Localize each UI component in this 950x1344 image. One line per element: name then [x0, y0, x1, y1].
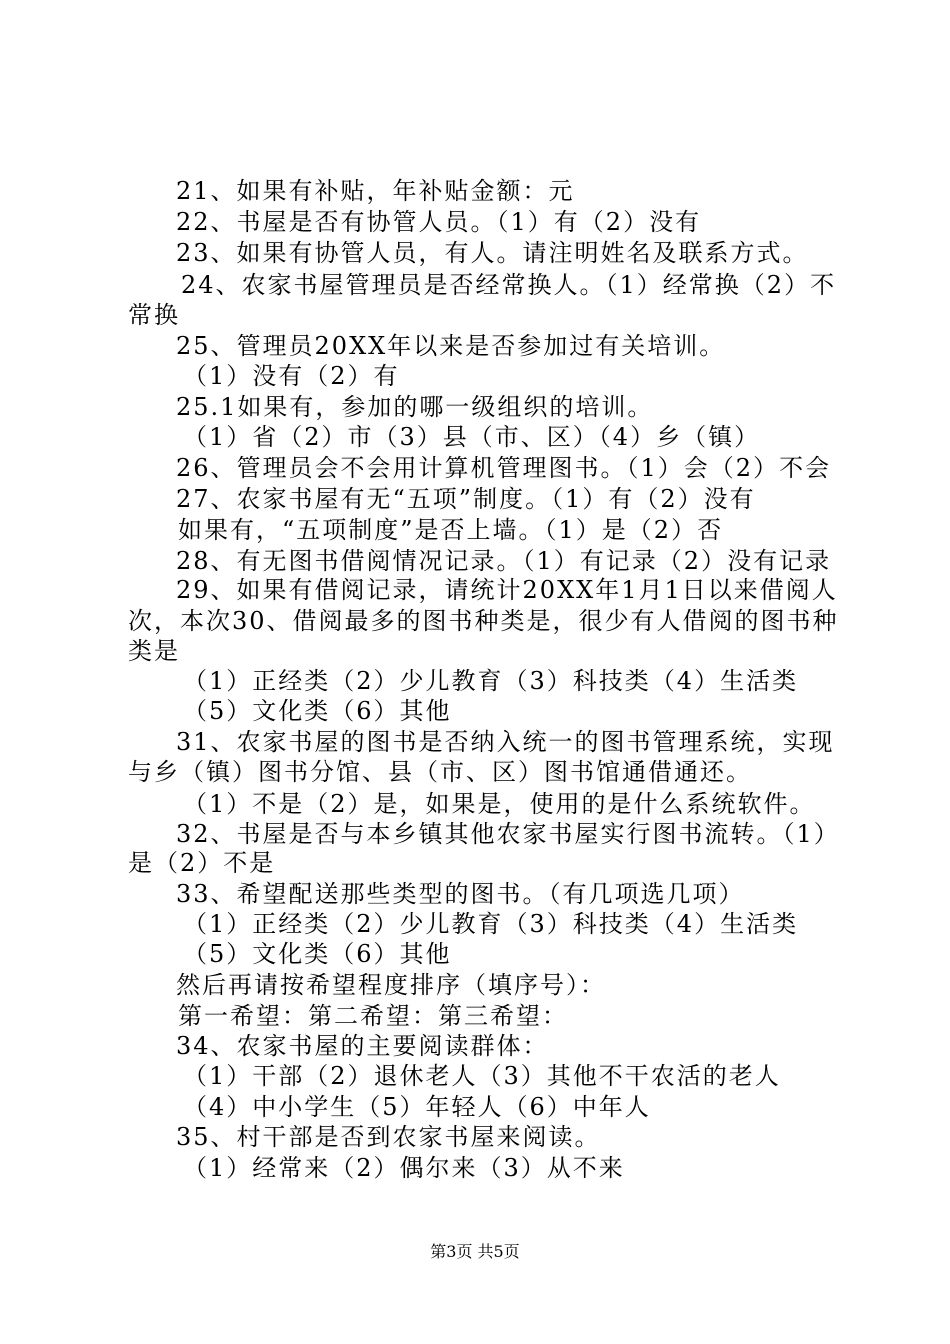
page-number-footer: 第3页 共5页 [430, 1242, 520, 1261]
text-line: 28、有无图书借阅情况记录。（1）有记录（2）没有记录 [176, 547, 832, 575]
text-line: 23、如果有协管人员，有人。请注明姓名及联系方式。 [176, 239, 809, 267]
text-line: 35、村干部是否到农家书屋来阅读。 [176, 1123, 601, 1151]
text-line: 是（2）不是 [128, 849, 276, 877]
text-line: 25、管理员20XX年以来是否参加过有关培训。 [176, 332, 726, 360]
text-line: 32、书屋是否与本乡镇其他农家书屋实行图书流转。（1） [176, 820, 840, 848]
text-line: 29、如果有借阅记录，请统计20XX年1月1日以来借阅人 [176, 576, 838, 604]
text-line: （1）不是（2）是，如果是，使用的是什么系统软件。 [183, 790, 816, 818]
text-line: 24、农家书屋管理员是否经常换人。（1）经常换（2）不 [181, 271, 837, 299]
text-line: 33、希望配送那些类型的图书。（有几项选几项） [176, 880, 745, 908]
text-line: 然后再请按希望程度排序（填序号）： [176, 971, 606, 999]
text-line: （1）没有（2）有 [183, 362, 400, 390]
text-line: 类是 [128, 637, 180, 665]
text-line: （1）干部（2）退休老人（3）其他不干农活的老人 [183, 1062, 781, 1090]
text-line: 25.1如果有，参加的哪一级组织的培训。 [176, 393, 654, 421]
text-line: （4）中小学生（5）年轻人（6）中年人 [183, 1093, 651, 1121]
text-line: 如果有，“五项制度”是否上墙。（1）是（2）否 [178, 516, 724, 544]
text-line: 31、农家书屋的图书是否纳入统一的图书管理系统，实现 [176, 728, 835, 756]
text-line: 次，本次30、借阅最多的图书种类是，很少有人借阅的图书种 [128, 607, 839, 635]
text-line: 第一希望：第二希望：第三希望： [178, 1002, 568, 1030]
text-line: （5）文化类（6）其他 [183, 940, 452, 968]
text-line: 21、如果有补贴，年补贴金额：元 [176, 177, 575, 205]
text-line: 27、农家书屋有无“五项”制度。（1）有（2）没有 [176, 485, 756, 513]
text-line: （1）经常来（2）偶尔来（3）从不来 [183, 1154, 625, 1182]
text-line: 26、管理员会不会用计算机管理图书。（1）会（2）不会 [176, 454, 832, 482]
text-line: （1）正经类（2）少儿教育（3）科技类（4）生活类 [183, 667, 799, 695]
text-line: 与乡（镇）图书分馆、县（市、区）图书馆通借通还。 [128, 758, 752, 786]
text-line: 常换 [128, 301, 180, 329]
text-line: （5）文化类（6）其他 [183, 697, 452, 725]
text-line: （1）省（2）市（3）县（市、区）（4）乡（镇） [183, 423, 761, 451]
text-line: 34、农家书屋的主要阅读群体： [176, 1032, 549, 1060]
text-line: 22、书屋是否有协管人员。（1）有（2）没有 [176, 208, 702, 236]
text-line: （1）正经类（2）少儿教育（3）科技类（4）生活类 [183, 910, 799, 938]
